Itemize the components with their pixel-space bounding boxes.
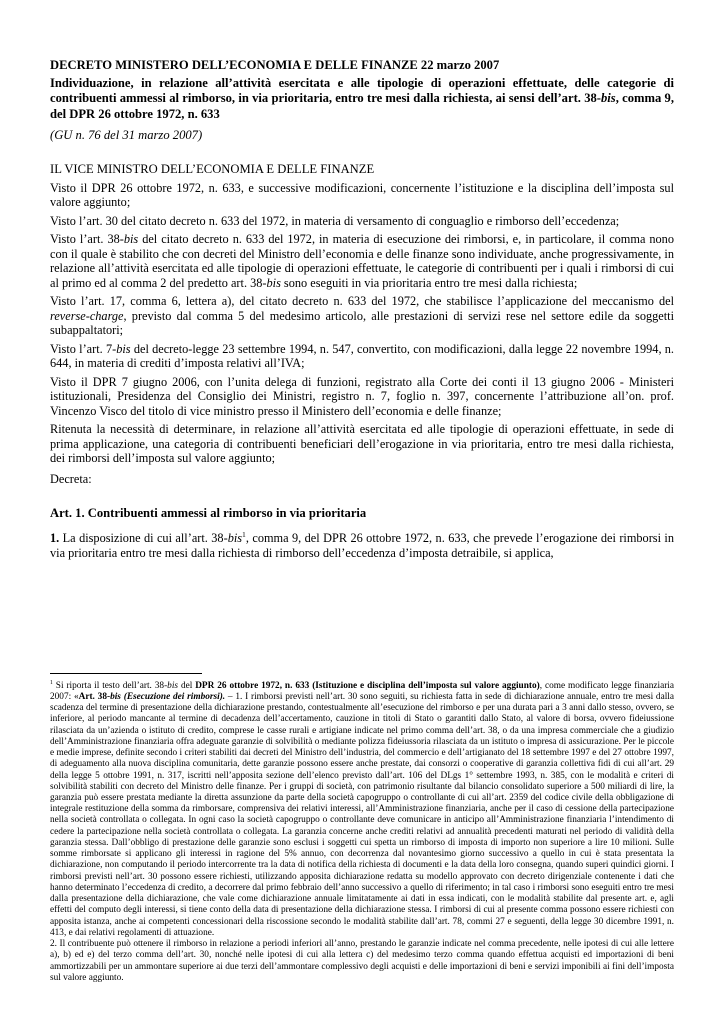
- decree-issuer: IL VICE MINISTRO DELL’ECONOMIA E DELLE FINANZE: [50, 161, 375, 176]
- footnote-paragraph-2: 2. Il contribuente può ottenere il rimborso in relazione a periodi inferiori all’anno, prestando le garanzie indicate nel comma precedente, nelle ipotesi di cui alle lettere a), b) ed e) del terzo comma dell’art. 30, nonché nelle ipotesi di cui alla lettera c) del medesimo terzo comma quando effettua acquisti ed importazioni di beni ammortizzabili per un ammontare superiore ai due terzi dell’ammontare complessivo degli acquisti e delle importazioni di beni e servizi imponibili ai fini dell’imposta sul valore aggiunto.: [50, 939, 674, 983]
- recital-paragraph-4: Visto l’art. 17, comma 6, lettera a), del citato decreto n. 633 del 1972, che stabilisce l’applicazione del meccanismo del reverse-charge, previsto dal comma 5 del medesimo articolo, alle prestazioni di servizi rese nel settore edile da soggetti subappaltatori;: [50, 294, 674, 338]
- footnote-paragraph-1: $^1$ Si riporta il testo dell’art. 38-bis del DPR 26 ottobre 1972, n. 633 (Istituzione e disciplina dell’imposta sul valore aggiunto), come modificato legge finanziaria 2007: «Art. 38-bis (Esecuzione dei rimborsi). – 1. I rimborsi previsti nell’art. 30 sono seguiti, su richiesta fatta in sede di dichiarazione annuale, entro tre mesi dalla scadenza del termine di presentazione della dichiarazione prestando, contestualmente all’esecuzione del rimborso e per una durata pari a 3 anni dallo stesso, ovvero, se inferiore, al periodo mancante al termine di decadenza dell’accertamento, cauzione in titoli di Stato o garantiti dallo Stato, al valore di borsa, ovvero fideiussione rilasciata da un’azienda o istituto di credito, comprese le casse rurali e artigiane indicate nel primo comma dell’art. 38, o da una impresa commerciale che a giudizio dell’Amministrazione finanziaria offra adeguate garanzie di solvibilità o mediante polizza fideiussoria rilasciata da un istituto o impresa di assicurazione. Per le piccole e medie imprese, definite secondo i criteri stabiliti dai decreti del Ministro dell’industria, del commercio e dell’artigianato del 18 settembre 1997 e del 27 ottobre 1997, di adeguamento alla nuova disciplina comunitaria, dette garanzie possono essere anche prestate, dai consorzi o cooperative di garanzia collettiva fidi di cui all’art. 29 della legge 5 ottobre 1991, n. 317, iscritti nell’apposita sezione dell’elenco previsto dall’art. 106 del DLgs 1° settembre 1993, n. 385, con le modalità e criteri di solvibilità stabiliti con decreto del Ministro delle finanze. Per i gruppi di società, con patrimonio risultante dal bilancio consolidato superiore a 500 miliardi di lire, la garanzia può essere prestata mediante la diretta assunzione da parte della società capogruppo o controllante di cui all’art. 2359 del codice civile della obbligazione di integrale restituzione della somma da rimborsare, comprensiva dei relativi interessi, all’Amministrazione finanziaria, anche per il caso di cessione della partecipazione nella società controllata o collegata. In ogni caso la società capogruppo o controllante deve comunicare in anticipo all’Amministrazione finanziaria l’intendimento di cedere la partecipazione nella società controllata o collegata. La garanzia concerne anche crediti relativi ad annualità precedenti maturati nel periodo di validità della garanzia stessa. Dall’obbligo di prestazione delle garanzie sono esclusi i soggetti cui spetta un rimborso di imposta di importo non superiore a lire 10 milioni. Sulle somme rimborsate si applicano gli interessi in ragione del 5% annuo, con decorrenza dal novantesimo giorno successivo a quello in cui è stata presentata la dichiarazione, non computando il periodo intercorrente tra la data di notifica della richiesta di documenti e la data della loro consegna, quando superi quindici giorni. I rimborsi previsti nell’art. 30 possono essere richiesti, utilizzando apposita dichiarazione redatta su modello approvato con decreto dirigenziale contenente i dati che hanno determinato l’eccedenza di credito, a decorrere dal primo febbraio dell’anno successivo a quello di riferimento; in tal caso i rimborsi sono eseguiti entro tre mesi dalla presentazione della dichiarazione, che vale come dichiarazione annuale limitatamente ai dati in essa indicati, con le modalità stabilite dal presente art. e, agli effetti del computo degli interessi, si tiene conto della data di presentazione della dichiarazione stessa. I rimborsi di cui al presente comma possono essere richiesti con apposita istanza, anche ai competenti concessionari della riscossione secondo le modalità stabilite dall’art. 78, commi 27 e seguenti, della legge 30 dicembre 1991, n. 413, e dai relativi regolamenti di attuazione.: [50, 679, 675, 938]
- footnote-block: [50, 673, 674, 984]
- recital-paragraph-6: Visto il DPR 7 giugno 2006, con l’unita delega di funzioni, registrato alla Corte dei conti il 13 giugno 2006 - Ministeri istituzionali, Presidenza del Consiglio dei Ministri, registro n. 7, foglio n. 397, concernente l’attribuzione all’on. prof. Vincenzo Visco del titolo di vice ministro presso il Ministero dell’economia e delle finanze;: [50, 374, 674, 418]
- recital-paragraph-2: Visto l’art. 30 del citato decreto n. 633 del 1972, in materia di versamento di conguaglio e rimborso dell’eccedenza;: [50, 213, 620, 228]
- recital-paragraph-3: Visto l’art. 38-bis del citato decreto n. 633 del 1972, in materia di esecuzione dei rimborsi, e, in particolare, il comma nono con il quale è stabilito che con decreti del Ministro dell’economia e delle finanze sono individuate, anche progressivamente, in relazione all’attività esercitata ed alle tipologie di operazioni effettuate, le categorie di contribuenti per i quali i rimborsi di cui al primo ed al comma 2 del predetto art. 38-bis sono eseguiti in via prioritaria entro tre mesi dalla richiesta;: [50, 232, 674, 290]
- recital-paragraph-7: Ritenuta la necessità di determinare, in relazione all’attività esercitata ed alle tipologie di operazioni effettuate, in sede di prima applicazione, una categoria di contribuenti beneficiari dell’erogazione in via prioritaria, entro tre mesi dalla richiesta, dei rimborsi dell’imposta sul valore aggiunto;: [50, 422, 674, 466]
- recital-paragraph-1: Visto il DPR 26 ottobre 1972, n. 633, e successive modificazioni, concernente l’istituzione e la disciplina dell’imposta sul valore aggiunto;: [50, 180, 674, 210]
- decree-title: DECRETO MINISTERO DELL’ECONOMIA E DELLE FINANZE 22 marzo 2007: [50, 58, 500, 72]
- footnote-separator: [50, 673, 202, 674]
- decree-subtitle: Individuazione, in relazione all’attività esercitata e alle tipologie di operazioni effettuate, delle categorie di contribuenti ammessi al rimborso, in via prioritaria, entro tre mesi dalla richiesta, ai sensi dell’art. 38-bis, comma 9, del DPR 26 ottobre 1972, n. 633: [50, 75, 675, 122]
- article-1-paragraph: 1. La disposizione di cui all’art. 38-bis$^1$, comma 9, del DPR 26 ottobre 1972, n. 633, che prevede l’erogazione dei rimborsi in via prioritaria entro tre mesi dalla richiesta di rimborso dell’eccedenza d’imposta detraibile, si applica,: [50, 529, 674, 560]
- recital-paragraph-5: Visto l’art. 7-bis del decreto-legge 23 settembre 1994, n. 547, convertito, con modificazioni, dalla legge 22 novembre 1994, n. 644, in materia di crediti d’imposta relativi all’IVA;: [50, 341, 674, 371]
- article-1-heading: Art. 1. Contribuenti ammessi al rimborso in via prioritaria: [50, 506, 367, 521]
- gu-reference: (GU n. 76 del 31 marzo 2007): [50, 127, 203, 142]
- decreta-formula: Decreta:: [50, 471, 92, 486]
- footnote: [50, 681, 674, 984]
